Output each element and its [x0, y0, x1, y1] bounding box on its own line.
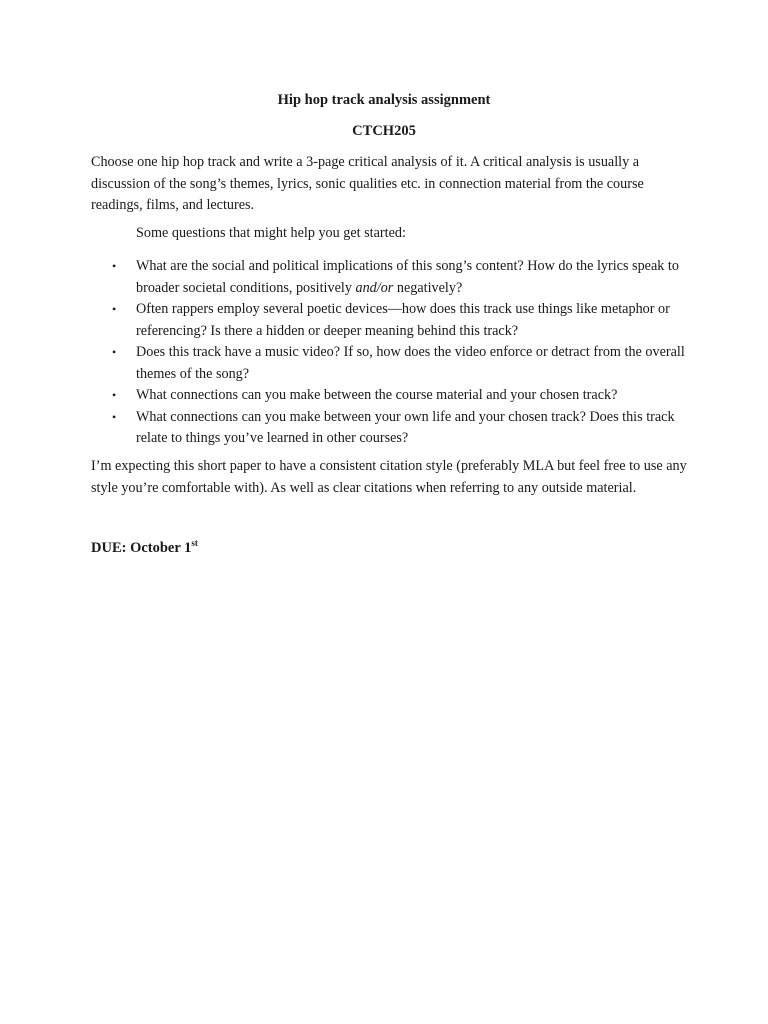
question-emphasis: and/or — [355, 279, 394, 296]
question-text: What connections can you make between the course material and your chosen track? — [136, 387, 618, 403]
questions-prompt: Some questions that might help you get started: — [136, 225, 406, 241]
closing-paragraph: I’m expecting this short paper to have a consistent citation style (preferably MLA but feel free to use any style you’re comfortable with). As well as clear citations when referring to any outside material. — [91, 458, 687, 496]
due-date-label: DUE: October 1 — [91, 540, 192, 556]
document-title: Hip hop track analysis assignment — [277, 92, 491, 108]
intro-paragraph: Choose one hip hop track and write a 3-page critical analysis of it. A critical analysis is usually a discussion of the song’s themes, lyrics, sonic qualities etc. in connection material from the course readings, films, and lectures. — [91, 154, 644, 213]
course-code: CTCH205 — [352, 123, 416, 139]
question-text-end: negatively? — [393, 279, 463, 296]
question-item — [91, 342, 691, 385]
due-date-suffix: st — [191, 538, 198, 549]
question-text: Does this track have a music video? If so, how does the video enforce or detract from the overall themes of the song? — [136, 344, 685, 382]
due-date — [91, 538, 198, 560]
question-item — [91, 385, 691, 407]
question-item — [91, 256, 691, 299]
bullet-icon: • — [112, 345, 117, 359]
bullet-icon: • — [112, 259, 117, 273]
bullet-icon: • — [112, 302, 117, 316]
bullet-icon: • — [112, 409, 117, 424]
question-text: Often rappers employ several poetic devices—how does this track use things like metaphor or referencing? Is there a hidden or deeper meaning behind this track? — [136, 301, 670, 339]
question-item — [91, 299, 691, 342]
question-item — [91, 407, 691, 450]
question-list — [91, 256, 691, 450]
question-text: What connections can you make between your own life and your chosen track? Does this track relate to things you’ve learned in other courses? — [136, 408, 675, 446]
question-text: What are the social and political implications of this song’s content? How do the lyrics speak to broader societal conditions, positively — [136, 258, 679, 296]
bullet-icon: • — [112, 388, 117, 402]
